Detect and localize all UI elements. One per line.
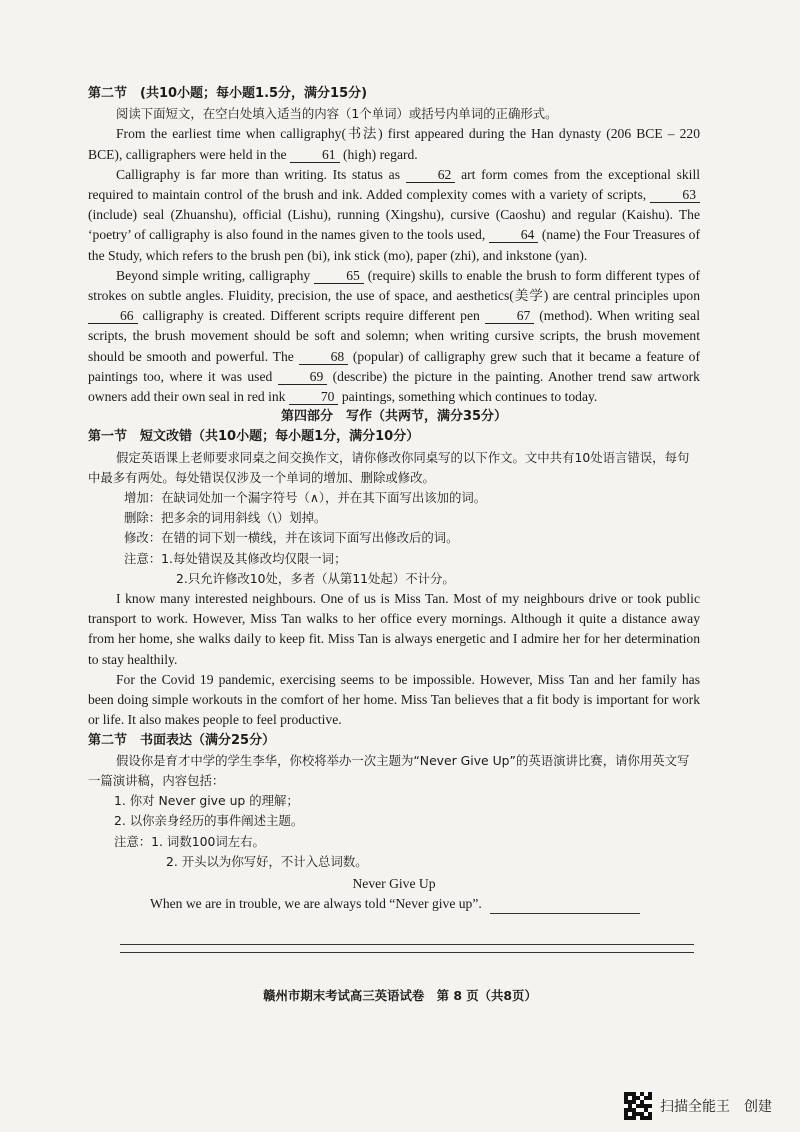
rule-add: 增加：在缺词处加一个漏字符号（∧），并在其下面写出该加的词。 (124, 490, 487, 506)
rule-modify: 修改：在错的词下划一横线，并在该词下面写出修改后的词。 (124, 530, 459, 546)
blank-66[interactable]: 66 (88, 308, 138, 324)
correction-rules (96, 488, 700, 589)
watermark-text: 扫描全能王 创建 (660, 1099, 772, 1115)
passage-text: From the earliest time when calligraphy(书法) first appeared during the Han dynasty (206 BCE – 220 BCE), calligraphers were held in the (88, 126, 700, 162)
essay-opening (88, 894, 700, 914)
correction-note-2: 2.只允许修改10处，多者（从第11处起）不计分。 (176, 570, 455, 586)
scanner-watermark (624, 1092, 772, 1120)
section2-heading: 第二节 (共10小题；每小题1.5分，满分15分) (88, 86, 368, 101)
passage-text: Beyond simple writing, calligraphy (116, 267, 311, 283)
correction-intro: 假定英语课上老师要求同桌之间交换作文，请你修改你同桌写的以下作文。文中共有10处语言错误，每句中最多有两处。每处错误仅涉及一个单词的增加、删除或修改。 (88, 449, 690, 485)
passage-text: (high) regard. (342, 146, 418, 162)
passage-text: calligraphy is created. Different scripts require different pen (142, 308, 480, 324)
writing-note-2: 2. 开头以为你写好，不计入总词数。 (166, 853, 368, 869)
answer-line[interactable] (120, 944, 694, 945)
page-footer: 赣州市期末考试高三英语试卷 第 8 页（共8页） (263, 988, 537, 1003)
blank-67[interactable]: 67 (485, 308, 535, 324)
passage-paragraph-3 (88, 266, 700, 407)
writing-item-1: 1. 你对 Never give up 的理解； (114, 793, 299, 809)
passage-text: (describe) the picture in the painting. Another trend saw artwork owners add their own seal in red ink (88, 368, 700, 405)
rule-delete: 删除：把多余的词用斜线（\）划掉。 (124, 510, 327, 526)
correction-paragraph-1: I know many interested neighbours. One of us is Miss Tan. Most of my neighbours drive or took public transport to work. However, Miss Tan walks to her office every mornings. Although it quite a distance away from her home, she walks daily to keep fit. Miss Tan is always energetic and I admire her for her determination to stay healthily. (88, 591, 700, 667)
answer-line[interactable] (120, 952, 694, 953)
blank-68[interactable]: 68 (299, 349, 349, 365)
passage-text: (method). When writing seal scripts, the brush movement should be soft and solemn; when writing cursive scripts, the brush movement should be smooth and powerful. The (88, 308, 700, 364)
blank-61[interactable]: 61 (290, 147, 340, 163)
writing-item-2: 2. 以你亲身经历的事件阐述主题。 (114, 813, 304, 829)
passage-text: Calligraphy is far more than writing. Its status as (116, 166, 401, 182)
blank-69[interactable]: 69 (278, 369, 328, 385)
correction-heading: 第一节 短文改错（共10小题；每小题1分，满分10分） (88, 429, 420, 445)
writing-heading: 第二节 书面表达（满分25分） (88, 732, 276, 748)
part4-heading: 第四部分 写作（共两节，满分35分） (280, 409, 508, 425)
passage-paragraph-2 (88, 165, 700, 266)
passage-text: paintings, something which continues to today. (341, 389, 598, 405)
exam-page (88, 84, 700, 914)
passage-text: (popular) of calligraphy grew such that it became a feature of paintings too, where it was used (88, 348, 700, 384)
qr-code-icon (624, 1092, 652, 1120)
passage-text: art form comes from the exceptional skill required to maintain control of the brush and ink. Added complexity comes with a variety of scripts, (88, 166, 701, 203)
blank-63[interactable]: 63 (650, 187, 700, 203)
blank-64[interactable]: 64 (489, 227, 539, 243)
passage-text: (require) skills to enable the brush to form different types of strokes on subtle angles. Fluidity, precision, the use of space, and aesthetics(美学) are central principles upon (88, 267, 700, 304)
section2-instruction: 阅读下面短文，在空白处填入适当的内容（1个单词）或括号内单词的正确形式。 (116, 106, 558, 122)
essay-opening-text: When we are in trouble, we are always told “Never give up”. (150, 896, 482, 912)
writing-intro: 假设你是育才中学的学生李华，你校将举办一次主题为“Never Give Up”的英语演讲比赛，请你用英文写一篇演讲稿，内容包括： (88, 752, 690, 788)
passage-paragraph-1 (88, 124, 700, 164)
passage-text: (name) the Four Treasures of the Study, which refers to the brush pen (bi), ink stick (mo), paper (zhi), and inkstone (yan). (88, 227, 700, 263)
blank-70[interactable]: 70 (289, 389, 339, 405)
answer-line[interactable] (490, 913, 640, 914)
blank-62[interactable]: 62 (406, 167, 456, 183)
correction-paragraph-2: For the Covid 19 pandemic, exercising seems to be impossible. However, Miss Tan and her family has been doing simple workouts in the comfort of her home. Miss Tan believes that a fit body is important for work or life. It also makes people to feel productive. (88, 671, 700, 728)
essay-title: Never Give Up (352, 875, 436, 891)
blank-65[interactable]: 65 (314, 268, 364, 284)
correction-note-1: 注意：1.每处错误及其修改均仅限一词； (124, 550, 347, 566)
passage-text: (include) seal (Zhuanshu), official (Lishu), running (Xingshu), cursive (Caoshu) and regular (Kaishu). The ‘poetry’ of calligraphy is also found in the names given to the tools used, (88, 207, 700, 243)
writing-note-1: 注意：1. 词数100词左右。 (114, 833, 265, 849)
